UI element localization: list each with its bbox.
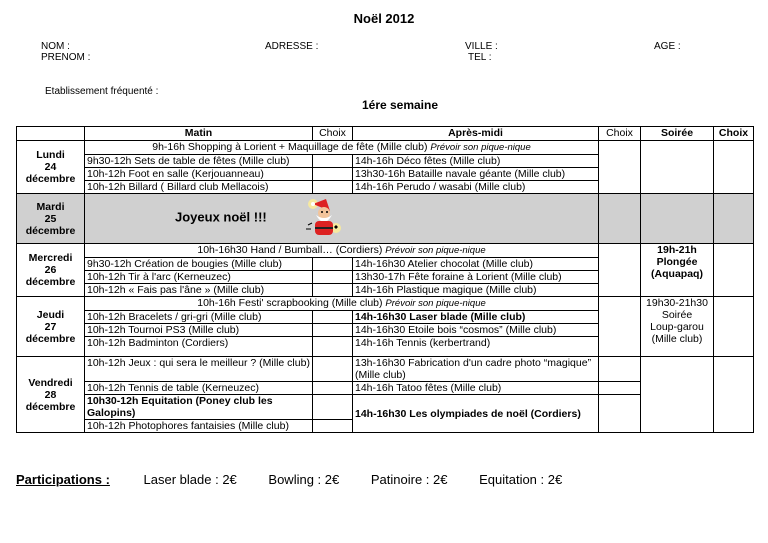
week-title: 1ére semaine	[361, 98, 439, 112]
table-row	[17, 194, 754, 244]
lundi-full-day: 9h-16h Shopping à Lorient + Maquillage de fête (Mille club) Prévoir son pique-nique	[85, 141, 599, 155]
choix-cell[interactable]	[599, 357, 641, 382]
choix-cell[interactable]	[599, 382, 641, 395]
choix-cell[interactable]	[599, 395, 641, 433]
choix-cell[interactable]	[313, 395, 353, 420]
christmas-message: Joyeux noël !!!	[175, 209, 267, 225]
choix-cell[interactable]	[599, 297, 641, 357]
day-mardi: Mardi 25 décembre	[17, 194, 85, 244]
choix-cell[interactable]	[599, 244, 641, 297]
participation-item: Bowling : 2€	[268, 472, 340, 487]
day-vendredi: Vendredi 28 décembre	[17, 357, 85, 433]
etablissement-label: Etablissement fréquenté :	[45, 86, 159, 97]
choix-cell[interactable]	[313, 284, 353, 297]
participation-item: Patinoire : 2€	[370, 472, 448, 487]
choix-cell[interactable]	[313, 258, 353, 271]
page-title: Noël 2012	[353, 11, 415, 26]
soiree-jeudi: 19h30-21h30 Soirée Loup-garou (Mille club)	[641, 297, 714, 357]
day-mercredi: Mercredi 26 décembre	[17, 244, 85, 297]
table-row: 10h-12h Badminton (Cordiers) 14h-16h Tennis (kerbertrand)	[17, 337, 754, 357]
choix-cell[interactable]	[313, 324, 353, 337]
participations	[16, 472, 590, 487]
day-lundi: Lundi 24 décembre	[17, 141, 85, 194]
soiree-cell	[641, 194, 714, 244]
choix-cell[interactable]	[313, 271, 353, 284]
table-row	[17, 141, 754, 155]
choix-cell[interactable]	[599, 194, 641, 244]
choix-cell[interactable]	[714, 194, 754, 244]
table-row: Vendredi 28 décembre 10h-12h Jeux : qui sera le meilleur ? (Mille club) 13h-16h30 Fabrication d'un cadre photo “magique” (Mille club)	[17, 357, 754, 382]
choix-cell[interactable]	[313, 420, 353, 433]
header-soiree: Soirée	[641, 127, 714, 141]
table-row: 10h-12h Billard ( Billard club Mellacois) 14h-16h Perudo / wasabi (Mille club)	[17, 181, 754, 194]
table-row	[17, 297, 754, 311]
choix-cell[interactable]	[313, 357, 353, 382]
ville-label: VILLE :	[465, 41, 498, 52]
mardi-holiday	[85, 194, 599, 244]
table-row	[17, 244, 754, 258]
mercredi-full-day: 10h-16h30 Hand / Bumball… (Cordiers) Prévoir son pique-nique	[85, 244, 599, 258]
table-row: 10h-12h Tennis de table (Kerneuzec) 14h-16h Tatoo fêtes (Mille club)	[17, 382, 754, 395]
header-row	[17, 127, 754, 141]
table-row: 10h-12h Bracelets / gri-gri (Mille club) 14h-16h30 Laser blade (Mille club)	[17, 311, 754, 324]
header-choix-apres-midi: Choix	[599, 127, 641, 141]
header-choix-matin: Choix	[313, 127, 353, 141]
soiree-mercredi: 19h-21h Plongée (Aquapaq)	[641, 244, 714, 297]
santa-icon	[300, 195, 344, 242]
choix-cell[interactable]	[714, 297, 754, 357]
age-label: AGE :	[654, 41, 681, 52]
table-row: 10h-12h Tournoi PS3 (Mille club) 14h-16h30 Etoile bois “cosmos” (Mille club)	[17, 324, 754, 337]
table-row: 10h-12h Foot en salle (Kerjouanneau) 13h30-16h Bataille navale géante (Mille club)	[17, 168, 754, 181]
nom-label: NOM :	[41, 41, 70, 52]
choix-cell[interactable]	[313, 181, 353, 194]
header-choix-soiree: Choix	[714, 127, 754, 141]
choix-cell[interactable]	[714, 141, 754, 194]
table-row: 9h30-12h Sets de table de fêtes (Mille club) 14h-16h Déco fêtes (Mille club)	[17, 155, 754, 168]
choix-cell[interactable]	[313, 382, 353, 395]
prenom-label: PRENOM :	[41, 52, 91, 63]
choix-cell[interactable]	[313, 311, 353, 324]
soiree-cell	[641, 141, 714, 194]
header-apres-midi: Après-midi	[353, 127, 599, 141]
table-row: 10h-12h « Fais pas l'âne » (Mille club) 14h-16h Plastique magique (Mille club)	[17, 284, 754, 297]
choix-cell[interactable]	[313, 168, 353, 181]
choix-cell[interactable]	[714, 244, 754, 297]
participations-label: Participations :	[16, 472, 110, 487]
participation-item: Laser blade : 2€	[143, 472, 237, 487]
adresse-label: ADRESSE :	[265, 41, 319, 52]
participation-item: Equitation : 2€	[479, 472, 563, 487]
table-row: 10h-12h Photophores fantaisies (Mille club)	[17, 420, 754, 433]
jeudi-full-day: 10h-16h Festi' scrapbooking (Mille club) Prévoir son pique-nique	[85, 297, 599, 311]
choix-cell[interactable]	[599, 141, 641, 194]
choix-cell[interactable]	[313, 155, 353, 168]
choix-cell[interactable]	[313, 337, 353, 357]
header-day	[17, 127, 85, 141]
header-matin: Matin	[85, 127, 313, 141]
choix-cell[interactable]	[714, 357, 754, 433]
table-row: 10h-12h Tir à l'arc (Kerneuzec) 13h30-17h Fête foraine à Lorient (Mille club)	[17, 271, 754, 284]
tel-label: TEL :	[468, 52, 492, 63]
schedule-table	[16, 126, 754, 433]
day-jeudi: Jeudi 27 décembre	[17, 297, 85, 357]
table-row: 10h30-12h Equitation (Poney club les Galopins) 14h-16h30 Les olympiades de noël (Cordiers)	[17, 395, 754, 420]
table-row: 9h30-12h Création de bougies (Mille club) 14h-16h30 Atelier chocolat (Mille club)	[17, 258, 754, 271]
soiree-cell	[641, 357, 714, 433]
